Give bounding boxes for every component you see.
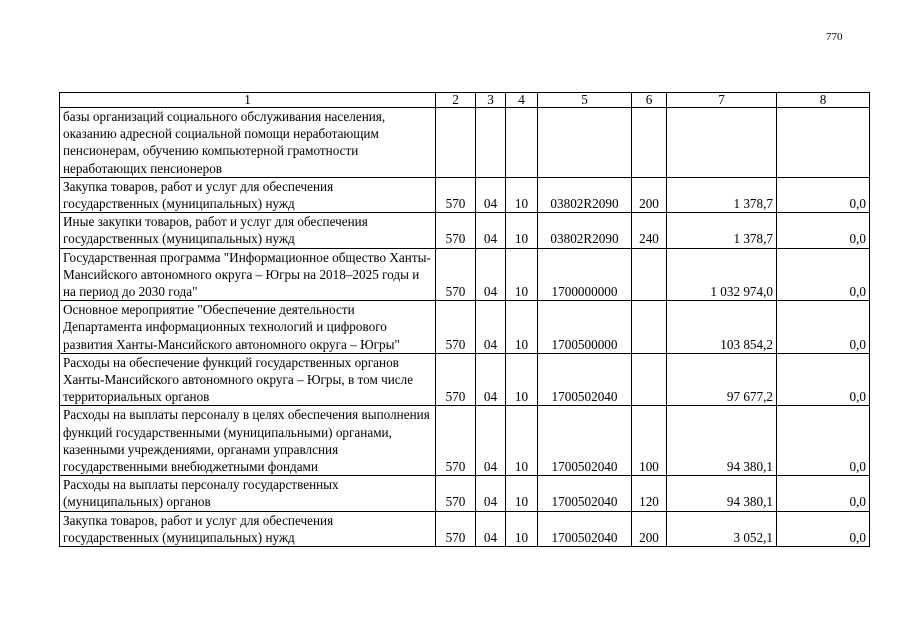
row-target-article-code: 1700502040	[538, 353, 632, 406]
table-row	[60, 511, 870, 546]
row-ministry-code: 570	[436, 476, 476, 511]
row-expense-type-code: 240	[632, 213, 667, 248]
row-ministry-code: 570	[436, 177, 476, 212]
col-header-5: 5	[538, 93, 632, 108]
row-name-cell: Расходы на обеспечение функций государственных органов Ханты-Мансийского автономного округа – Югры, в том числе территориальных органов	[60, 353, 436, 406]
row-amount: 1 032 974,0	[667, 248, 777, 301]
col-header-3: 3	[476, 93, 506, 108]
row-amount: 103 854,2	[667, 301, 777, 354]
row-ministry-code	[436, 108, 476, 178]
row-amount-2: 0,0	[777, 248, 870, 301]
row-subsection-code: 10	[506, 511, 538, 546]
row-amount: 97 677,2	[667, 353, 777, 406]
table-row	[60, 213, 870, 248]
row-target-article-code: 1700000000	[538, 248, 632, 301]
row-amount-2: 0,0	[777, 511, 870, 546]
col-header-7: 7	[667, 93, 777, 108]
row-amount-2: 0,0	[777, 476, 870, 511]
row-name-cell: Расходы на выплаты персоналу в целях обеспечения выполнения функций государственными (муниципальными) органами, казенными учреждениями, органами управлсния государственными внебюджетными фондами	[60, 406, 436, 476]
col-header-2: 2	[436, 93, 476, 108]
row-amount-2: 0,0	[777, 406, 870, 476]
row-ministry-code: 570	[436, 213, 476, 248]
row-name-cell: Иные закупки товаров, работ и услуг для обеспечения государственных (муниципальных) нужд	[60, 213, 436, 248]
row-amount: 3 052,1	[667, 511, 777, 546]
col-header-8: 8	[777, 93, 870, 108]
row-name-cell: Основное мероприятие "Обеспечение деятельности Департамента информационных технологий и цифрового развития Ханты-Мансийского автономного округа – Югры"	[60, 301, 436, 354]
row-target-article-code: 03802R2090	[538, 213, 632, 248]
row-section-code	[476, 108, 506, 178]
row-name-cell: Государственная программа "Информационное общество Ханты-Мансийского автономного округа – Югры на 2018–2025 годы и на период до 2030 года"	[60, 248, 436, 301]
row-name-cell: Расходы на выплаты персоналу государственных (муниципальных) органов	[60, 476, 436, 511]
row-section-code: 04	[476, 476, 506, 511]
col-header-4: 4	[506, 93, 538, 108]
table-row	[60, 476, 870, 511]
row-expense-type-code: 120	[632, 476, 667, 511]
row-expense-type-code	[632, 301, 667, 354]
row-section-code: 04	[476, 177, 506, 212]
row-name-cell: Закупка товаров, работ и услуг для обеспечения государственных (муниципальных) нужд	[60, 177, 436, 212]
row-expense-type-code: 100	[632, 406, 667, 476]
row-section-code: 04	[476, 511, 506, 546]
header-row	[60, 93, 870, 108]
col-header-6: 6	[632, 93, 667, 108]
row-subsection-code: 10	[506, 406, 538, 476]
row-amount: 1 378,7	[667, 213, 777, 248]
table-row	[60, 301, 870, 354]
row-expense-type-code: 200	[632, 511, 667, 546]
row-amount: 94 380,1	[667, 476, 777, 511]
row-subsection-code: 10	[506, 353, 538, 406]
row-ministry-code: 570	[436, 511, 476, 546]
row-name-cell: Закупка товаров, работ и услуг для обеспечения государственных (муниципальных) нужд	[60, 511, 436, 546]
row-name-cell: базы организаций социального обслуживания населения, оказанию адресной социальной помощи неработающим пенсионерам, обучению компьютерной грамотности неработающих пенсионеров	[60, 108, 436, 178]
row-target-article-code: 1700502040	[538, 476, 632, 511]
row-section-code: 04	[476, 353, 506, 406]
row-amount: 1 378,7	[667, 177, 777, 212]
row-section-code: 04	[476, 248, 506, 301]
row-subsection-code: 10	[506, 248, 538, 301]
row-amount: 94 380,1	[667, 406, 777, 476]
row-ministry-code: 570	[436, 248, 476, 301]
row-amount	[667, 108, 777, 178]
row-target-article-code: 1700500000	[538, 301, 632, 354]
row-subsection-code: 10	[506, 301, 538, 354]
row-target-article-code: 1700502040	[538, 511, 632, 546]
row-expense-type-code: 200	[632, 177, 667, 212]
row-amount-2: 0,0	[777, 301, 870, 354]
table-body	[60, 93, 870, 547]
row-expense-type-code	[632, 108, 667, 178]
table-row	[60, 248, 870, 301]
row-section-code: 04	[476, 301, 506, 354]
row-amount-2: 0,0	[777, 353, 870, 406]
row-expense-type-code	[632, 248, 667, 301]
row-section-code: 04	[476, 406, 506, 476]
row-ministry-code: 570	[436, 301, 476, 354]
row-subsection-code: 10	[506, 177, 538, 212]
row-ministry-code: 570	[436, 353, 476, 406]
page-number: 770	[826, 31, 843, 43]
table-row	[60, 177, 870, 212]
row-amount-2	[777, 108, 870, 178]
table-row	[60, 406, 870, 476]
table-row	[60, 108, 870, 178]
row-ministry-code: 570	[436, 406, 476, 476]
row-amount-2: 0,0	[777, 177, 870, 212]
row-amount-2: 0,0	[777, 213, 870, 248]
row-target-article-code: 1700502040	[538, 406, 632, 476]
budget-table	[59, 92, 870, 547]
col-header-1: 1	[60, 93, 436, 108]
table-row	[60, 353, 870, 406]
row-section-code: 04	[476, 213, 506, 248]
row-target-article-code: 03802R2090	[538, 177, 632, 212]
row-subsection-code: 10	[506, 476, 538, 511]
row-subsection-code	[506, 108, 538, 178]
row-target-article-code	[538, 108, 632, 178]
row-subsection-code: 10	[506, 213, 538, 248]
row-expense-type-code	[632, 353, 667, 406]
